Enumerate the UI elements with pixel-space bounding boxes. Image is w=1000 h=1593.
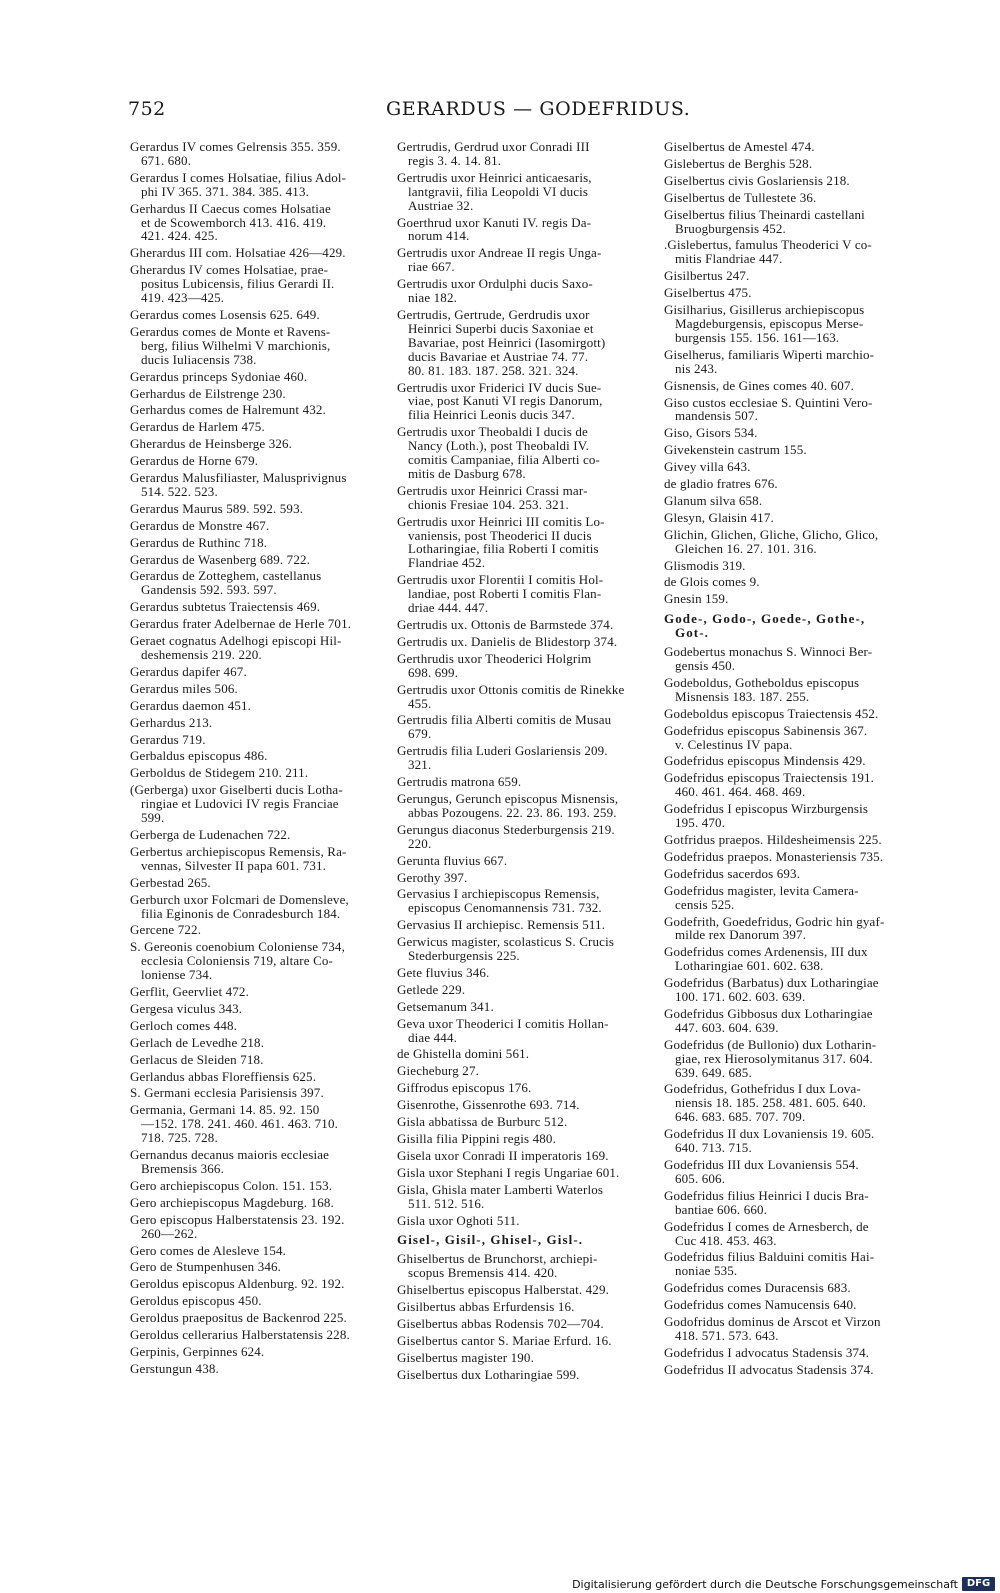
index-entry: Gerardus de Zotteghem, castellanus Gandensis 592. 593. 597. (130, 568, 322, 598)
index-entry: Gerwicus magister, scolasticus S. Crucis Stederburgensis 225. (397, 934, 615, 964)
index-entry: Gerothy 397. (397, 869, 468, 885)
index-entry: Gero episcopus Halberstatensis 23. 192. 260—262. (130, 1211, 345, 1241)
index-entry: Giselbertus de Tullestete 36. (664, 189, 817, 205)
index-entry: de Ghistella domini 561. (397, 1046, 530, 1062)
index-entry: Giselbertus abbas Rodensis 702—704. (397, 1315, 604, 1331)
index-entry: Gerardus de Ruthinc 718. (130, 534, 268, 550)
index-entry: Gerardus comes Losensis 625. 649. (130, 306, 320, 322)
index-entry: Geroldus episcopus Aldenburg. 92. 192. (130, 1276, 345, 1292)
index-entry: Godefrith, Goedefridus, Godric hin gyaf- milde rex Danorum 397. (664, 913, 885, 943)
index-entry: Gerardus de Harlem 475. (130, 419, 265, 435)
index-entry: Gherardus de Heinsberge 326. (130, 436, 293, 452)
index-entry: Giselbertus de Amestel 474. (664, 139, 815, 154)
index-entry: Gertrudis ux. Ottonis de Barmstede 374. (397, 617, 614, 632)
index-entry: Gerardus subtetus Traiectensis 469. (130, 599, 321, 615)
running-title: GERARDUS — GODEFRIDUS. (386, 98, 691, 120)
index-entry: Glichin, Glichen, Gliche, Glicho, Glico, Gleichen 16. 27. 101. 316. (664, 526, 879, 556)
index-entry: Godefridus praepos. Monasteriensis 735. (664, 848, 884, 864)
index-entry: Glismodis 319. (664, 557, 746, 573)
index-entry: Geraet cognatus Adelhogi episcopi Hil- deshemensis 219. 220. (130, 633, 342, 662)
index-entry: Gerardus miles 506. (130, 680, 238, 696)
index-entry: Giselbertus filius Theinardi castellani Bruogburgensis 452. (664, 206, 865, 236)
index-entry: Godefridus Gibbosus dux Lotharingiae 447. 603. 604. 639. (664, 1005, 873, 1035)
index-entry: Gerthrudis uxor Theoderici Holgrim 698. 699. (397, 650, 592, 680)
index-entry: Gerbaldus episcopus 486. (130, 748, 268, 764)
index-entry: Gerboldus de Stidegem 210. 211. (130, 765, 309, 781)
index-entry: Godebertus monachus S. Winnoci Ber- gensis 450. (664, 644, 873, 673)
index-entry: Gerardus princeps Sydoniae 460. (130, 368, 308, 384)
index-entry: S. Gereonis coenobium Coloniense 734, ecclesia Coloniensis 719, altare Co- loniense 734. (130, 939, 345, 983)
running-header (128, 96, 691, 130)
index-entry: Gertrudis uxor Heinrici III comitis Lo- vaniensis, post Theoderici II ducis Lotharingiae, filia Roberti I comitis Flandriae 452. (397, 513, 605, 571)
index-column-right (664, 140, 917, 1380)
index-entry: Gerlacus de Sleiden 718. (130, 1051, 264, 1067)
index-entry: Gerardus Maurus 589. 592. 593. (130, 500, 304, 516)
index-entry: Gerardus de Monstre 467. (130, 517, 270, 533)
index-entry: Gisilbertus abbas Erfurdensis 16. (397, 1299, 575, 1315)
index-entry: Gisla, Ghisla mater Lamberti Waterlos 511. 512. 516. (397, 1181, 604, 1211)
index-entry: Glesyn, Glaisin 417. (664, 509, 774, 525)
index-entry: Godefridus comes Duracensis 683. (664, 1280, 851, 1296)
index-entry: Geroldus cellerarius Halberstatensis 228. (130, 1327, 350, 1343)
index-entry: Geroldus praepositus de Backenrod 225. (130, 1310, 347, 1326)
index-entry: Godefridus (de Bullonio) dux Lotharin- giae, rex Hierosolymitanus 317. 604. 639. 649. 685. (664, 1036, 877, 1080)
index-entry: Gero archiepiscopus Magdeburg. 168. (130, 1194, 334, 1210)
index-entry: Gherardus III com. Holsatiae 426—429. (130, 245, 346, 261)
index-entry: Gerardus daemon 451. (130, 697, 252, 713)
index-entry: Gherardus IV comes Holsatiae, prae- positus Lubicensis, filius Gerardi II. 419. 423—425. (130, 262, 335, 306)
index-section-heading: Gisel-, Gisil-, Ghisel-, Gisl-. (397, 1232, 584, 1248)
index-entry: Godefridus comes Ardenensis, III dux Lotharingiae 601. 602. 638. (664, 944, 868, 974)
index-entry: Gertrudis filia Luderi Goslariensis 209. 321. (397, 743, 608, 773)
index-entry: Gero de Stumpenhusen 346. (130, 1259, 282, 1275)
index-entry: Godeboldus episcopus Traiectensis 452. (664, 705, 879, 721)
index-entry: Glanum silva 658. (664, 492, 763, 508)
index-entry: Giselbertus magister 190. (397, 1349, 534, 1365)
index-entry: Gero archiepiscopus Colon. 151. 153. (130, 1177, 333, 1193)
page-number: 752 (128, 98, 166, 120)
index-entry: Godofridus dominus de Arscot et Virzon 418. 571. 573. 643. (664, 1314, 881, 1343)
index-entry: Godefridus comes Namucensis 640. (664, 1297, 857, 1313)
index-entry: Godefridus (Barbatus) dux Lotharingiae 100. 171. 602. 603. 639. (664, 975, 879, 1005)
index-entry: Giselbertus cantor S. Mariae Erfurd. 16. (397, 1332, 612, 1348)
index-entry: Gerberga de Ludenachen 722. (130, 826, 291, 842)
index-entry: Getlede 229. (397, 981, 466, 997)
index-entry: Gisilbertus 247. (664, 268, 750, 284)
index-entry: Godefridus magister, levita Camera- censis 525. (664, 882, 859, 912)
index-entry: Gerlach de Levedhe 218. (130, 1034, 265, 1050)
index-entry: .Gislebertus, famulus Theoderici V co- mitis Flandriae 447. (664, 237, 872, 267)
index-entry: Gerhardus comes de Halremunt 432. (130, 402, 326, 418)
index-entry: S. Germani ecclesia Parisiensis 397. (130, 1085, 324, 1101)
index-entry: Gerflit, Geervliet 472. (130, 984, 249, 1000)
index-entry: Gerburch uxor Folcmari de Domensleve, filia Eginonis de Conradesburch 184. (130, 891, 349, 921)
index-entry: Gergesa viculus 343. (130, 1000, 243, 1016)
index-entry: Gerbertus archiepiscopus Remensis, Ra- vennas, Silvester II papa 601. 731. (130, 843, 347, 873)
index-entry: Ghiselbertus de Brunchorst, archiepi- scopus Bremensis 414. 420. (397, 1251, 598, 1281)
index-entry: Givey villa 643. (664, 459, 751, 475)
index-entry: Godefridus sacerdos 693. (664, 865, 801, 881)
index-entry: Gerunta fluvius 667. (397, 852, 508, 868)
index-entry: Giselbertus dux Lotharingiae 599. (397, 1366, 580, 1382)
index-entry: Gerungus, Gerunch episcopus Misnensis, abbas Pozougens. 22. 23. 86. 193. 259. (397, 790, 619, 820)
index-entry: Gertrudis uxor Heinrici Crassi mar- chionis Fresiae 104. 253. 321. (397, 482, 588, 512)
index-entry: Gerardus de Horne 679. (130, 453, 259, 469)
index-entry: Geva uxor Theoderici I comitis Hollan- diae 444. (397, 1015, 609, 1045)
index-entry: Gisla uxor Oghoti 511. (397, 1212, 520, 1228)
index-entry: Gernandus decanus maioris ecclesiae Bremensis 366. (130, 1147, 330, 1176)
index-entry: Gnesin 159. (664, 591, 729, 607)
index-entry: Giso custos ecclesiae S. Quintini Vero- mandensis 507. (664, 394, 873, 424)
index-entry: Godefridus I advocatus Stadensis 374. (664, 1344, 870, 1360)
index-entry: Gerardus de Wasenberg 689. 722. (130, 551, 311, 567)
index-entry: Gerbestad 265. (130, 874, 211, 890)
index-entry: (Gerberga) uxor Giselberti ducis Lotha- ringiae et Ludovici IV regis Franciae 599. (130, 782, 343, 826)
index-entry: Gertrudis matrona 659. (397, 774, 522, 790)
index-entry: Givekenstein castrum 155. (664, 442, 807, 458)
index-entry: Gertrudis uxor Ottonis comitis de Rinekke 455. (397, 681, 625, 711)
index-entry: Gisenrothe, Gissenrothe 693. 714. (397, 1097, 580, 1113)
index-entry: Gisla uxor Stephani I regis Ungariae 601. (397, 1164, 620, 1180)
index-entry: Giselbertus civis Goslariensis 218. (664, 172, 850, 188)
index-entry: Gertrudis uxor Ordulphi ducis Saxo- niae 182. (397, 276, 593, 306)
index-entry: Godefridus filius Heinrici I ducis Bra- bantiae 606. 660. (664, 1187, 869, 1217)
index-entry: Gerardus frater Adelbernae de Herle 701. (130, 616, 352, 632)
footer-credit: Digitalisierung gefördert durch die Deutsche Forschungsgemeinschaft (572, 1578, 958, 1591)
index-entry: Gerardus I comes Holsatiae, filius Adol- phi IV 365. 371. 384. 385. 413. (130, 169, 347, 199)
index-entry: Gerhardus 213. (130, 714, 213, 730)
index-column-middle (397, 140, 650, 1385)
index-entry: Gisla abbatissa de Burburc 512. (397, 1114, 568, 1130)
index-entry: Gisilla filia Pippini regis 480. (397, 1131, 556, 1146)
dfg-logo: DFG (962, 1577, 995, 1591)
index-entry: Gerardus 719. (130, 731, 206, 747)
index-entry: Giso, Gisors 534. (664, 425, 758, 441)
index-entry: Geroldus episcopus 450. (130, 1293, 262, 1309)
index-entry: Gete fluvius 346. (397, 964, 490, 980)
index-entry: Godefridus III dux Lovaniensis 554. 605. 606. (664, 1157, 859, 1186)
index-entry: Gertrudis uxor Theobaldi I ducis de Nancy (Loth.), post Theobaldi IV. comitis Campaniae, filia Alberti co- mitis de Dasburg 678. (397, 424, 601, 481)
index-entry: Gerhardus II Caecus comes Holsatiae et de Scowemborch 413. 416. 419. 421. 424. 425. (130, 200, 331, 244)
index-entry: Godefridus episcopus Sabinensis 367. v. Celestinus IV papa. (664, 722, 868, 752)
index-entry: Giselbertus 475. (664, 285, 752, 301)
index-entry: Gertrudis uxor Andreae II regis Unga- riae 667. (397, 245, 602, 275)
index-section-heading: Gode-, Godo-, Goede-, Gothe-, Got-. (664, 611, 866, 641)
index-entry: Gisnensis, de Gines comes 40. 607. (664, 377, 854, 393)
index-entry: Gertrudis uxor Friderici IV ducis Sue- viae, post Kanuti VI regis Danorum, filia Heinrici Leonis ducis 347. (397, 379, 603, 423)
index-entry: de Glois comes 9. (664, 574, 760, 590)
index-entry: Gero comes de Alesleve 154. (130, 1242, 287, 1258)
index-entry: Godefridus episcopus Mindensis 429. (664, 753, 866, 769)
index-entry: Gerlandus abbas Floreffiensis 625. (130, 1068, 317, 1084)
index-entry: Gerardus comes de Monte et Ravens- berg, filius Wilhelmi V marchionis, ducis Iuliacensis 738. (130, 323, 331, 367)
index-entry: Gisela uxor Conradi II imperatoris 169. (397, 1147, 609, 1163)
index-entry: Gertrudis, Gerdrud uxor Conradi III regis 3. 4. 14. 81. (397, 139, 590, 168)
index-entry: Germania, Germani 14. 85. 92. 150 —152. 178. 241. 460. 461. 463. 710. 718. 725. 728. (130, 1102, 338, 1146)
index-entry: Giselherus, familiaris Wiperti marchio- nis 243. (664, 346, 875, 376)
index-entry: Gertrudis uxor Florentii I comitis Hol- landiae, post Roberti I comitis Flan- driae 444. 447. (397, 572, 604, 616)
index-entry: Godefridus II dux Lovaniensis 19. 605. 640. 713. 715. (664, 1126, 875, 1156)
index-entry: Gerungus diaconus Stederburgensis 219. 220. (397, 821, 615, 851)
index-entry: Godefridus filius Balduini comitis Hai- noniae 535. (664, 1249, 875, 1279)
index-entry: Godefridus I episcopus Wirzburgensis 195. 470. (664, 801, 869, 831)
index-entry: Godefridus episcopus Traiectensis 191. 460. 461. 464. 468. 469. (664, 770, 875, 800)
index-entry: Gerardus dapifer 467. (130, 663, 247, 679)
index-entry: Gertrudis ux. Danielis de Blidestorp 374. (397, 633, 618, 649)
index-entry: Gerpinis, Gerpinnes 624. (130, 1343, 265, 1359)
index-entry: Gervasius I archiepiscopus Remensis, episcopus Cenomannensis 731. 732. (397, 886, 602, 916)
index-entry: Gertrudis, Gertrude, Gerdrudis uxor Heinrici Superbi ducis Saxoniae et Bavariae, post Heinrici (Iasomirgott) ducis Bavariae et Austriae 74. 77. 80. 81. 183. 187. 258. 321. 324. (397, 306, 606, 378)
index-entry: Gertrudis uxor Heinrici anticaesaris, lantgravii, filia Leopoldi VI ducis Austriae 32. (397, 169, 592, 213)
index-entry: Gerstungun 438. (130, 1360, 219, 1376)
index-entry: Godefridus, Gothefridus I dux Lova- niensis 18. 185. 258. 481. 605. 640. 646. 683. 685. 707. 709. (664, 1081, 867, 1125)
index-entry: de gladio fratres 676. (664, 476, 778, 492)
index-entry: Godefridus II advocatus Stadensis 374. (664, 1361, 874, 1377)
index-entry: Gerardus IV comes Gelrensis 355. 359. 671. 680. (130, 139, 341, 168)
index-entry: Gerloch comes 448. (130, 1017, 238, 1033)
index-entry: Getsemanum 341. (397, 998, 494, 1014)
index-entry: Godeboldus, Gotheboldus episcopus Misnensis 183. 187. 255. (664, 674, 860, 704)
index-column-left (130, 140, 383, 1379)
index-entry: Gisilharius, Gisillerus archiepiscopus Magdeburgensis, episcopus Merse- burgensis 155. 156. 161—163. (664, 302, 865, 345)
index-entry: Gerardus Malusfiliaster, Malusprivignus 514. 522. 523. (130, 470, 347, 499)
index-entry: Gervasius II archiepisc. Remensis 511. (397, 917, 606, 933)
index-entry: Gertrudis filia Alberti comitis de Musau 679. (397, 712, 612, 742)
index-entry: Gerhardus de Eilstrenge 230. (130, 385, 286, 401)
index-entry: Giecheburg 27. (397, 1063, 480, 1079)
index-entry: Giffrodus episcopus 176. (397, 1080, 532, 1096)
index-entry: Gislebertus de Berghis 528. (664, 155, 813, 171)
index-entry: Ghiselbertus episcopus Halberstat. 429. (397, 1282, 610, 1298)
index-entry: Gercene 722. (130, 922, 202, 938)
index-entry: Gotfridus praepos. Hildesheimensis 225. (664, 831, 882, 847)
index-entry: Goerthrud uxor Kanuti IV. regis Da- norum 414. (397, 214, 592, 244)
index-entry: Godefridus I comes de Arnesberch, de Cuc 418. 453. 463. (664, 1218, 869, 1248)
digitization-footer (0, 1575, 1000, 1593)
